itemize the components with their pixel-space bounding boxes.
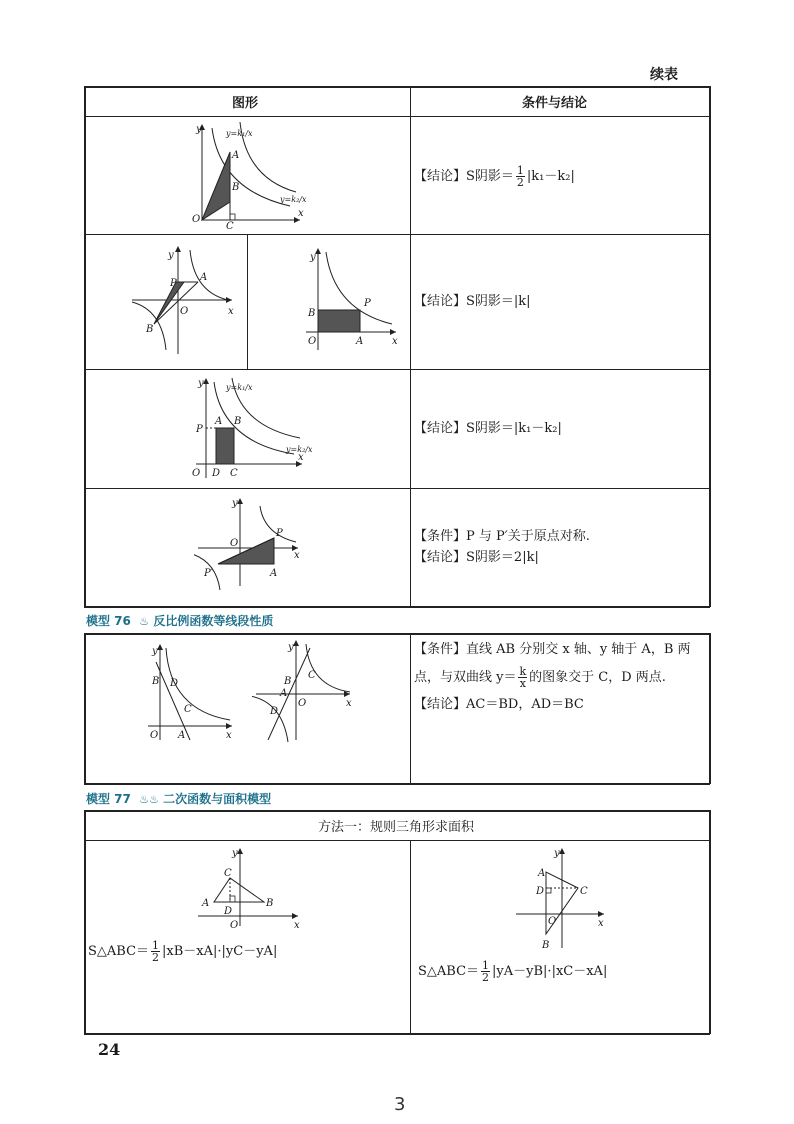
svg-text:x: x [346, 698, 352, 709]
svg-text:x: x [298, 452, 304, 463]
graph-symmetric-triangle [128, 240, 240, 358]
svg-text:O: O [298, 698, 307, 709]
flame-icon: ♨♨ [139, 793, 159, 806]
svg-text:C: C [226, 221, 234, 230]
svg-text:D: D [270, 706, 279, 717]
svg-text:B: B [266, 898, 274, 909]
svg-text:y: y [310, 252, 316, 263]
svg-text:D: D [224, 906, 233, 917]
svg-text:D: D [170, 678, 179, 689]
graph-rectangle-two-hyperbolas [182, 372, 312, 484]
model77-title: 模型 77 ♨♨ 二次函数与面积模型 [86, 792, 272, 806]
header-figure: 图形 [232, 96, 259, 111]
svg-text:B: B [152, 676, 160, 687]
flame-icon: ♨ [139, 615, 150, 628]
svg-text:x: x [294, 920, 300, 928]
svg-text:y=k₂/x: y=k₂/x [280, 195, 307, 204]
footer-number: 3 [394, 1094, 406, 1115]
svg-text:A: A [215, 416, 223, 427]
graph-line-hyperbola-first-quadrant [140, 640, 236, 744]
graph-triangle-vertical-base [512, 844, 612, 950]
svg-text:O: O [192, 214, 201, 225]
svg-text:y: y [232, 848, 238, 859]
svg-text:A: A [538, 868, 546, 879]
svg-text:A: A [178, 730, 186, 741]
svg-text:B: B [232, 182, 240, 193]
model77-formula-left: S△ABC＝ $\frac{1}{2}$ |xB－xA|·|yC－yA| [88, 939, 278, 964]
svg-text:B: B [542, 940, 550, 950]
svg-text:A: A [356, 336, 364, 347]
svg-text:A: A [280, 688, 288, 699]
svg-text:A: A [270, 568, 278, 579]
svg-text:y: y [196, 124, 202, 135]
svg-text:x: x [392, 336, 398, 347]
model76-condition-line1: 【条件】直线 AB 分别交 x 轴、y 轴于 A，B 两 [414, 642, 691, 657]
svg-text:O: O [308, 336, 317, 347]
svg-text:B: B [146, 324, 154, 335]
svg-text:B: B [308, 308, 316, 319]
svg-text:A: A [200, 272, 208, 283]
row4-conclusion: 【结论】S阴影＝2|k| [414, 550, 539, 565]
svg-text:y: y [288, 642, 294, 653]
svg-text:D: D [536, 886, 545, 897]
svg-text:x: x [298, 208, 304, 219]
svg-text:O: O [230, 920, 239, 928]
svg-text:y=k₁/x: y=k₁/x [226, 129, 253, 138]
graph-symmetric-points-triangle [194, 494, 310, 590]
graph-rectangle-hyperbola [296, 240, 408, 358]
svg-text:P: P [196, 424, 203, 435]
svg-text:P′: P′ [204, 568, 213, 579]
svg-text:O: O [548, 916, 557, 927]
svg-text:C: C [580, 886, 588, 897]
model77-method: 方法一：规则三角形求面积 [318, 820, 475, 835]
model77-formula-right: S△ABC＝ $\frac{1}{2}$ |yA－yB|·|xC－xA| [418, 959, 608, 984]
svg-text:C: C [308, 670, 316, 681]
svg-text:P: P [170, 278, 177, 289]
model76-conclusion: 【结论】AC＝BD，AD＝BC [414, 697, 584, 712]
svg-text:C: C [230, 468, 238, 479]
svg-text:x: x [228, 306, 234, 317]
svg-text:B: B [234, 416, 242, 427]
row4-condition: 【条件】P 与 P′关于原点对称. [414, 529, 590, 544]
header-conditions: 条件与结论 [522, 96, 588, 111]
svg-text:O: O [192, 468, 201, 479]
svg-text:y: y [168, 250, 174, 261]
svg-text:O: O [230, 538, 239, 549]
graph-triangle-two-hyperbolas [180, 118, 310, 230]
svg-text:y=k₁/x: y=k₁/x [226, 383, 253, 392]
svg-text:y: y [152, 646, 158, 657]
svg-text:O: O [180, 306, 189, 317]
svg-text:y: y [554, 848, 560, 859]
row1-conclusion: 【结论】S阴影＝ $\frac{1}{2}$ |k₁－k₂| [414, 164, 575, 189]
svg-text:y=k₂/x: y=k₂/x [286, 445, 312, 454]
svg-text:x: x [226, 730, 232, 741]
svg-text:C: C [184, 704, 192, 715]
page-number: 24 [98, 1040, 121, 1059]
continued-label: 续表 [650, 67, 678, 83]
svg-text:O: O [150, 730, 159, 741]
svg-text:P: P [364, 298, 371, 309]
svg-text:A: A [232, 150, 240, 161]
svg-text:B: B [284, 676, 292, 687]
svg-text:x: x [598, 918, 604, 929]
model76-condition-line2: 点，与双曲线 y＝ $\frac{k}{x}$ 的图象交于 C，D 两点. [414, 665, 666, 690]
model76-title: 模型 76 ♨ 反比例函数等线段性质 [86, 614, 274, 628]
row2-conclusion: 【结论】S阴影＝|k| [414, 294, 531, 309]
svg-text:C: C [224, 868, 232, 879]
graph-line-hyperbola-two-branches [252, 634, 356, 746]
svg-text:y: y [232, 498, 238, 509]
svg-text:D: D [212, 468, 221, 479]
svg-text:A: A [202, 898, 210, 909]
graph-triangle-horizontal-base [194, 844, 306, 928]
svg-text:x: x [294, 550, 300, 561]
svg-text:y: y [198, 378, 204, 389]
svg-text:P: P [276, 528, 283, 539]
row3-conclusion: 【结论】S阴影＝|k₁－k₂| [414, 421, 562, 436]
